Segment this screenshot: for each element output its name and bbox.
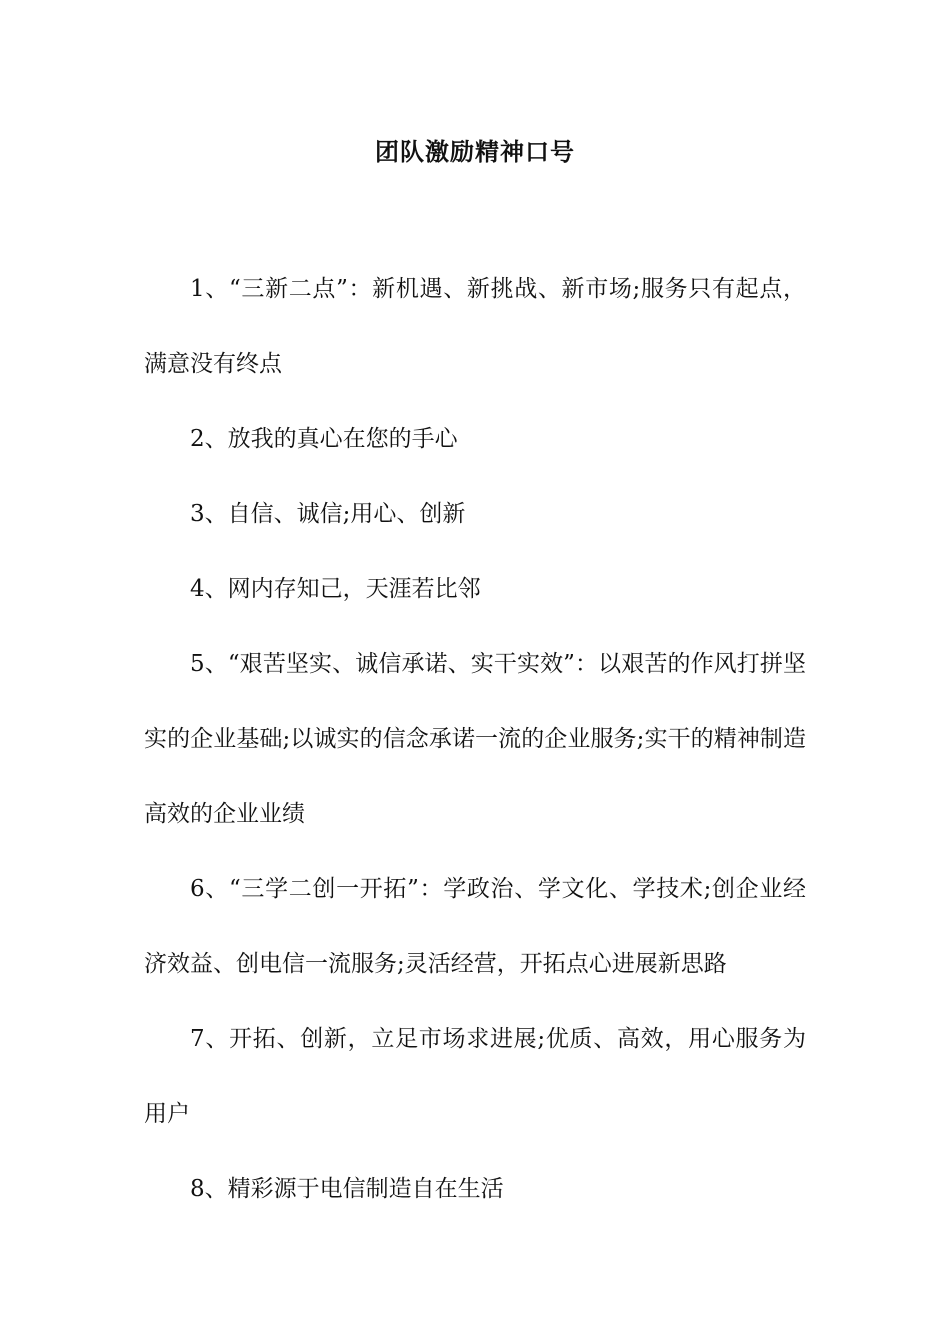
paragraph-7: 7、开拓、创新，立足市场求进展;优质、高效，用心服务为用户 [144, 1026, 806, 1127]
document-body [144, 252, 806, 1227]
paragraph-2: 2、放我的真心在您的手心 [190, 426, 458, 452]
paragraph-5: 5、“艰苦坚实、诚信承诺、实干实效”：以艰苦的作风打拼坚实的企业基础;以诚实的信念承诺一流的企业服务;实干的精神制造高效的企业业绩 [144, 651, 806, 827]
document-title: 团队激励精神口号 [375, 138, 575, 166]
paragraph-4: 4、网内存知己，天涯若比邻 [190, 576, 481, 602]
paragraph-3: 3、自信、诚信;用心、创新 [190, 501, 466, 527]
paragraph-1: 1、“三新二点”：新机遇、新挑战、新市场;服务只有起点，满意没有终点 [144, 276, 806, 377]
paragraph-6: 6、“三学二创一开拓”：学政治、学文化、学技术;创企业经济效益、创电信一流服务;灵活经营，开拓点心进展新思路 [144, 876, 806, 977]
paragraph-8: 8、精彩源于电信制造自在生活 [190, 1176, 504, 1202]
